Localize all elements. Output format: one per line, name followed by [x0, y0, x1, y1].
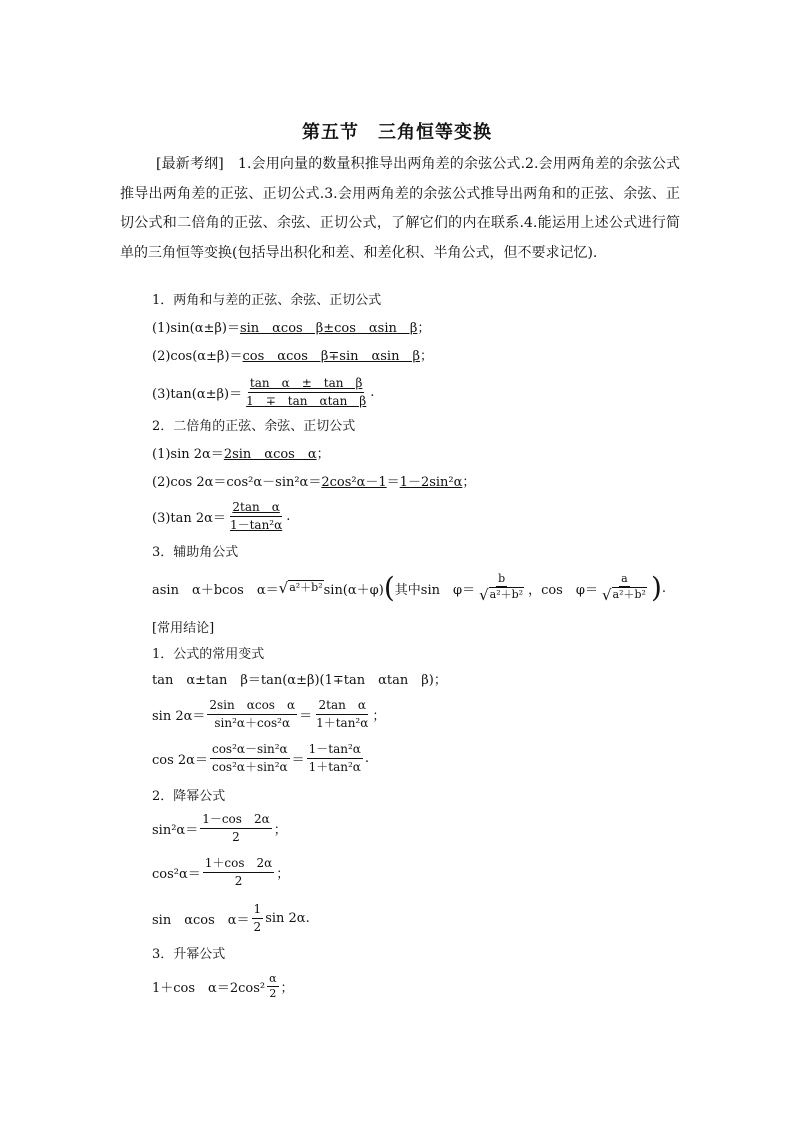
- fraction-numerator: b: [498, 572, 506, 585]
- formula-end: ；: [316, 446, 330, 462]
- formula-middle: sin(α＋φ): [323, 582, 384, 598]
- fraction-numerator: 1: [252, 901, 264, 919]
- sin-phi-fraction: [477, 572, 526, 604]
- common-conclusions-label: [常用结论]: [152, 620, 215, 636]
- formula-end: .: [370, 384, 375, 400]
- formula-lhs: sin αcos α＝: [152, 912, 250, 928]
- formula-end: ；: [280, 980, 294, 996]
- formula-lhs: 1＋cos α＝2cos²: [152, 980, 266, 996]
- equals-sign: ＝: [299, 708, 313, 724]
- formula-lhs: asin α＋bcos α＝: [152, 582, 279, 598]
- formula-lhs: (3)tan 2α＝: [152, 510, 226, 526]
- square-root: [602, 587, 647, 603]
- fraction-denominator: [477, 587, 526, 604]
- fraction-numerator: 2tan α: [230, 499, 281, 517]
- radical-sign-icon: √: [479, 586, 489, 604]
- formula-end: ；: [276, 866, 290, 882]
- fraction: [307, 741, 363, 776]
- double-cos-formula: [152, 468, 475, 492]
- fraction: [252, 901, 264, 936]
- fraction-numerator: 1－cos 2α: [200, 811, 271, 829]
- radicand: a²＋b²: [289, 581, 323, 594]
- sin-square-reduction-formula: [152, 808, 287, 848]
- fraction-numerator: a: [621, 572, 628, 585]
- fraction: [210, 741, 290, 776]
- fraction-numerator: cos²α－sin²α: [210, 741, 290, 759]
- section-3-heading: 3．辅助角公式: [152, 544, 239, 560]
- formula-end: .: [661, 580, 667, 596]
- fraction-numerator: 1＋cos 2α: [203, 855, 274, 873]
- where-clause: 其中sin φ＝: [394, 582, 476, 598]
- sin-double-variant-formula: [152, 694, 385, 734]
- cos-raise-formula: [152, 966, 294, 1006]
- radicand: a²＋b²: [489, 588, 524, 601]
- fraction-denominator: 2: [234, 873, 243, 888]
- fraction: [200, 811, 271, 846]
- radical-sign-icon: √: [601, 586, 612, 604]
- page-title: 第五节 三角恒等变换: [302, 122, 492, 143]
- syllabus-paragraph: [最新考纲] 1.会用向量的数量积推导出两角差的余弦公式.2.会用两角差的余弦公式推导出两角差的正弦、正切公式.3.会用两角差的余弦公式推导出两角和的正弦、余弦、正切公式和二倍角的正弦、余弦、正切公式，了解它们的内在联系.4.能运用上述公式进行简单的三角恒等变换(包括导出积化和差、和差化积、半角公式，但不要求记忆).: [120, 156, 680, 261]
- left-paren: (: [383, 571, 395, 604]
- formula-lhs: sin 2α＝: [152, 708, 206, 724]
- section-2-heading: 2．二倍角的正弦、余弦、正切公式: [152, 418, 356, 434]
- fraction-numerator: 2tan α: [316, 697, 367, 715]
- fraction: [314, 697, 370, 732]
- formula-end: .: [364, 750, 370, 766]
- fraction-denominator: 2: [232, 829, 240, 844]
- square-root: [479, 587, 524, 603]
- sum-diff-sin-formula: [152, 314, 430, 338]
- double-tan-formula: [152, 498, 290, 534]
- sin-cos-product-formula: [152, 898, 310, 938]
- cos-phi-label: ，cos φ＝: [528, 582, 598, 598]
- fraction-denominator: 1 ∓ tan αtan β: [246, 393, 367, 408]
- fraction-denominator: 1＋tan²α: [316, 715, 369, 730]
- formula-answer: cos αcos β∓sin αsin β: [242, 348, 420, 364]
- fraction-denominator: [600, 587, 649, 604]
- equals-sign: ＝: [291, 752, 305, 768]
- tan-fraction: [228, 499, 284, 534]
- formula-end: ；: [462, 474, 476, 490]
- formula-lhs: cos²α＝: [152, 866, 201, 882]
- formula-answer-a: 2cos²α－1: [321, 474, 387, 490]
- square-root: [279, 580, 324, 596]
- sum-diff-tan-formula: [152, 374, 374, 410]
- formula-end: ；: [372, 708, 386, 724]
- auxiliary-angle-formula: [152, 568, 666, 608]
- fraction: [207, 697, 297, 732]
- fraction-denominator: 2: [253, 919, 262, 934]
- right-paren: ): [650, 571, 662, 604]
- tan-variant-formula: tan α±tan β＝tan(α±β)(1∓tan αtan β)；: [152, 672, 447, 688]
- equals-sign: ＝: [386, 474, 400, 490]
- fraction-denominator: 1＋tan²α: [308, 759, 361, 774]
- formula-lhs: (3)tan(α±β)＝: [152, 386, 243, 402]
- formula-end: ；: [419, 348, 433, 364]
- formula-end: ；: [273, 822, 287, 838]
- formula-answer-b: 1－2sin²α: [399, 474, 463, 490]
- formula-end: ；: [417, 320, 431, 336]
- radicand: a²＋b²: [612, 588, 646, 601]
- double-sin-formula: [152, 440, 330, 464]
- cos-double-variant-formula: [152, 738, 369, 778]
- fraction: [267, 972, 278, 1001]
- formula-lhs: (1)sin(α±β)＝: [152, 320, 240, 336]
- fraction-denominator: cos²α＋sin²α: [211, 759, 288, 774]
- cos-phi-fraction: [600, 572, 649, 604]
- radical-sign-icon: √: [278, 579, 289, 597]
- formula-end: .: [286, 508, 291, 524]
- fraction-numerator: 2sin αcos α: [207, 697, 297, 715]
- fraction-numerator: α: [269, 971, 277, 985]
- fraction-numerator: tan α ± tan β: [248, 375, 365, 393]
- fraction-denominator: 2: [269, 986, 277, 1000]
- sum-diff-cos-formula: [152, 342, 433, 366]
- formula-lhs: sin²α＝: [152, 822, 199, 838]
- formula-lhs: (2)cos(α±β)＝: [152, 348, 243, 364]
- common-heading-2: 2．降幂公式: [152, 788, 226, 804]
- formula-lhs: (1)sin 2α＝: [152, 446, 224, 462]
- formula-end: sin 2α.: [265, 910, 310, 926]
- formula-lhs: (2)cos 2α＝cos²α－sin²α＝: [152, 474, 322, 490]
- common-heading-3: 3．升幂公式: [152, 946, 226, 962]
- formula-answer: 2sin αcos α: [223, 446, 317, 462]
- tan-fraction: [244, 375, 368, 410]
- fraction-denominator: sin²α＋cos²α: [214, 715, 291, 730]
- formula-lhs: cos 2α＝: [152, 752, 208, 768]
- fraction: [203, 855, 274, 890]
- section-1-heading: 1．两角和与差的正弦、余弦、正切公式: [152, 292, 382, 308]
- fraction-numerator: 1－tan²α: [307, 741, 363, 759]
- cos-square-reduction-formula: [152, 852, 289, 892]
- fraction-denominator: 1－tan²α: [229, 517, 283, 532]
- common-heading-1: 1．公式的常用变式: [152, 646, 265, 662]
- formula-answer: sin αcos β±cos αsin β: [239, 320, 418, 336]
